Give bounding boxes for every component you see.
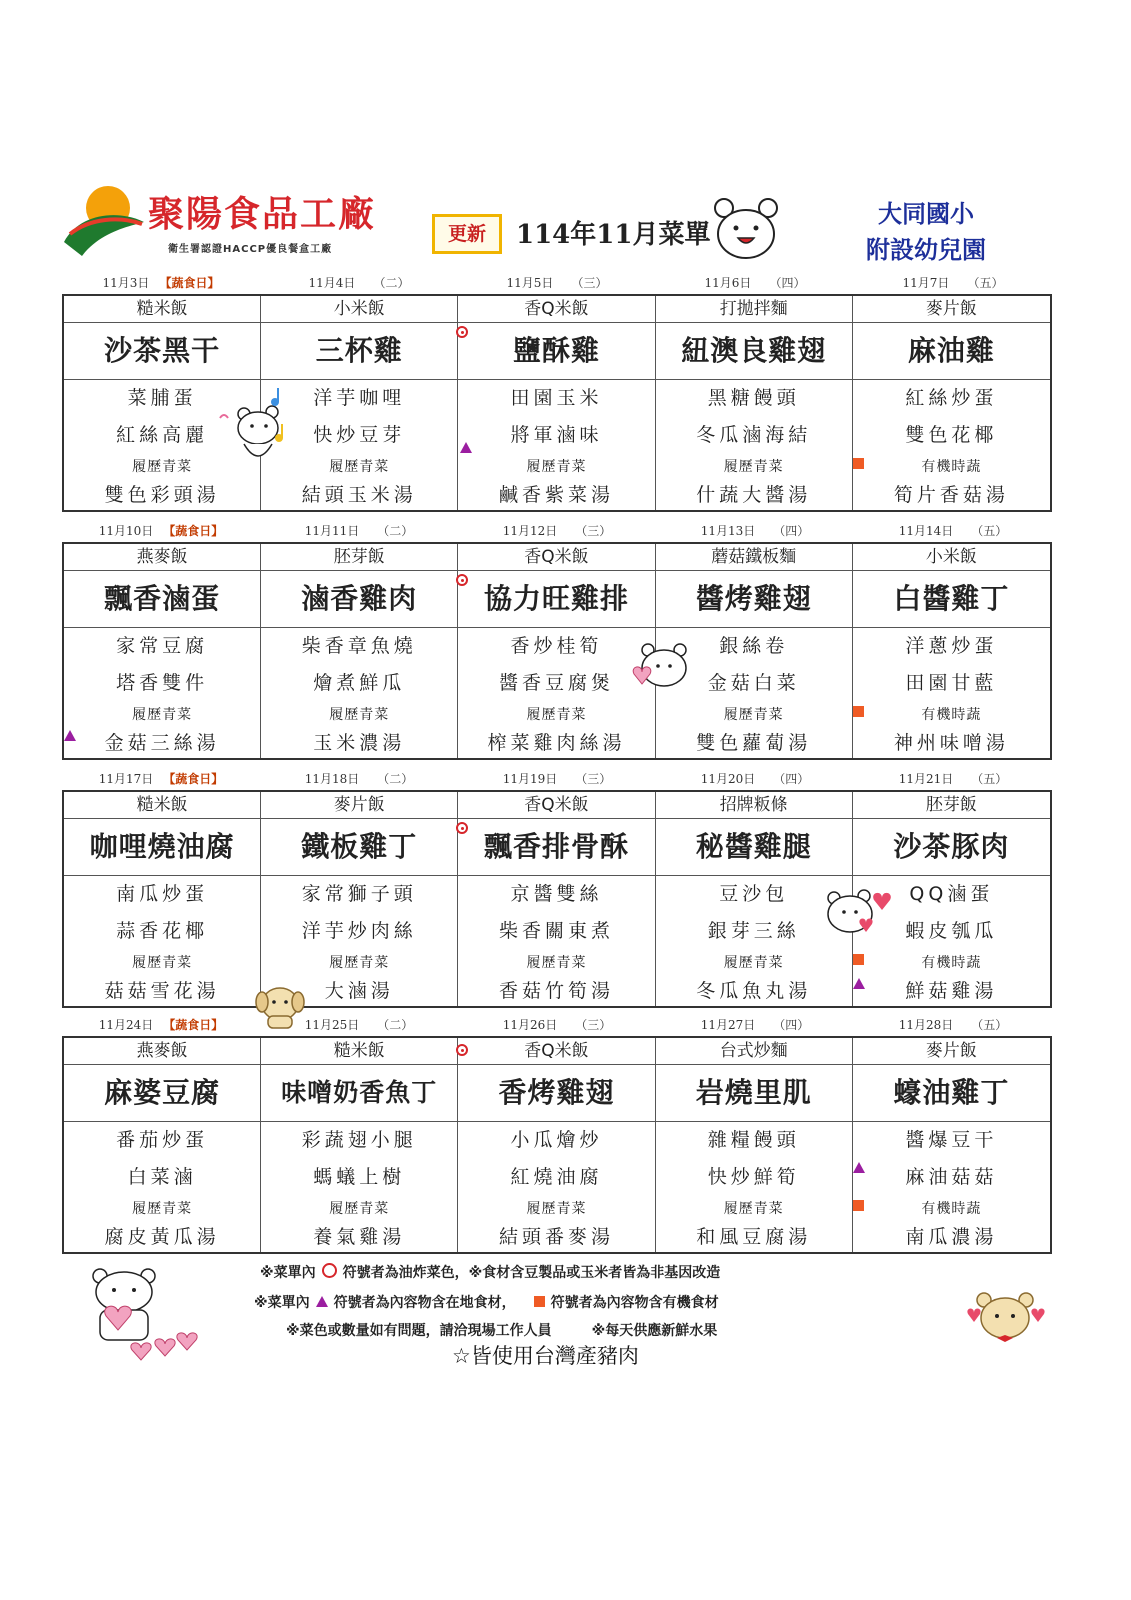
- date-row: [62, 520, 1052, 542]
- organic-marker-icon: [853, 706, 864, 717]
- main-dish: 醬烤雞翅: [656, 571, 852, 628]
- organic-marker-icon: [853, 954, 864, 965]
- week-menu-grid: [62, 294, 1052, 512]
- soup: 筍片香菇湯: [893, 484, 1009, 506]
- soup: 榨菜雞肉絲湯: [487, 732, 626, 754]
- date: 11月3日: [102, 276, 150, 290]
- side-dish: 菜脯蛋: [127, 387, 197, 409]
- staple-food: 小米飯: [853, 544, 1050, 571]
- date-cell: [656, 522, 854, 539]
- main-dish: 紐澳良雞翅: [656, 323, 852, 380]
- date: 11月13日: [700, 524, 756, 538]
- side-dish: 番茄炒蛋: [116, 1129, 209, 1151]
- puppy-icon: [252, 980, 308, 1030]
- date-cell: [458, 1016, 656, 1033]
- side-dish: 柴香關東煮: [498, 920, 614, 942]
- staple-food: 台式炒麵: [656, 1038, 852, 1065]
- main-dish: 沙茶豚肉: [853, 819, 1050, 876]
- school-name: [846, 196, 1006, 268]
- date-cell: [656, 1016, 854, 1033]
- vegetable: 履歷青菜: [723, 459, 784, 475]
- soup: 金菇三絲湯: [104, 732, 220, 754]
- date-cell: [854, 770, 1052, 787]
- vegetable: 有機時蔬: [921, 707, 982, 723]
- date: 11月6日: [704, 276, 752, 290]
- menu-title: 114年11月菜單: [516, 220, 711, 250]
- day-cell: [261, 792, 458, 1006]
- weekday: （四）: [773, 1018, 810, 1032]
- pork-origin-note: ☆皆使用台灣產豬肉: [452, 1344, 639, 1368]
- side-dish: 銀絲卷: [719, 635, 789, 657]
- day-cell: [64, 792, 261, 1006]
- vegetable: 有機時蔬: [921, 1201, 982, 1217]
- soup: 結頭番麥湯: [498, 1226, 614, 1248]
- staple-food: 糙米飯: [261, 1038, 457, 1065]
- note-text: ※菜色或數量如有問題，請洽現場工作人員: [286, 1323, 552, 1339]
- staple-food: 香Q米飯: [458, 296, 654, 323]
- side-dish: 金菇白菜: [707, 672, 800, 694]
- week-3: [62, 768, 1052, 1008]
- main-dish: 白醬雞丁: [853, 571, 1050, 628]
- date-cell: [62, 522, 260, 539]
- day-cell: [458, 792, 655, 1006]
- side-dish: 洋芋炒肉絲: [301, 920, 417, 942]
- soup: 香菇竹筍湯: [498, 980, 614, 1002]
- soup: 大滷湯: [324, 980, 394, 1002]
- vegetable: 履歷青菜: [132, 707, 193, 723]
- side-dish: 田園甘藍: [905, 672, 998, 694]
- date-cell: [260, 770, 458, 787]
- week-menu-grid: [62, 542, 1052, 760]
- note-text: ※每天供應新鮮水果: [591, 1323, 718, 1339]
- date: 11月14日: [898, 524, 954, 538]
- staple-food: 香Q米飯: [458, 1038, 654, 1065]
- side-dish: 白菜滷: [127, 1166, 197, 1188]
- side-dish: 蒜香花椰: [116, 920, 209, 942]
- date-row: [62, 1014, 1052, 1036]
- local-ingredient-marker-icon: [64, 730, 76, 741]
- day-cell: [853, 1038, 1050, 1252]
- soup: 鹹香紫菜湯: [498, 484, 614, 506]
- date-cell: [854, 522, 1052, 539]
- soup: 鮮菇雞湯: [905, 980, 998, 1002]
- main-dish: 鐵板雞丁: [261, 819, 457, 876]
- organic-marker-icon: [853, 1200, 864, 1211]
- date: 11月28日: [898, 1018, 954, 1032]
- company-name: 聚陽食品工廠: [148, 194, 377, 235]
- date: 11月24日: [98, 1018, 154, 1032]
- staple-food: 香Q米飯: [458, 792, 654, 819]
- staple-food: 打拋拌麵: [656, 296, 852, 323]
- vegetable: 履歷青菜: [329, 955, 390, 971]
- vegetable: 履歷青菜: [132, 955, 193, 971]
- staple-food: 燕麥飯: [64, 1038, 260, 1065]
- date: 11月4日: [308, 276, 356, 290]
- soup: 南瓜濃湯: [905, 1226, 998, 1248]
- weekday: （二）: [377, 1018, 414, 1032]
- day-cell: [64, 1038, 261, 1252]
- note-text: 符號者為內容物含有機食材: [550, 1295, 719, 1311]
- vegetable: 有機時蔬: [921, 955, 982, 971]
- date-cell: [458, 274, 656, 291]
- side-dish: 家常豆腐: [116, 635, 209, 657]
- date-cell: [62, 1016, 260, 1033]
- date-cell: [656, 770, 854, 787]
- weekday: （三）: [571, 276, 608, 290]
- date-row: [62, 272, 1052, 294]
- vegetable: 履歷青菜: [329, 707, 390, 723]
- bear-heart-icon: [84, 1266, 202, 1364]
- date: 11月10日: [98, 524, 154, 538]
- side-dish: 雙色花椰: [905, 424, 998, 446]
- staple-food: 麥片飯: [261, 792, 457, 819]
- bear-heart-icon: [820, 886, 896, 946]
- side-dish: 紅絲高麗: [116, 424, 209, 446]
- side-dish: 南瓜炒蛋: [116, 883, 209, 905]
- local-ingredient-marker-icon: [853, 1162, 865, 1173]
- side-dish: 醬爆豆干: [905, 1129, 998, 1151]
- weekday: （四）: [773, 524, 810, 538]
- date: 11月17日: [98, 772, 154, 786]
- staple-food: 胚芽飯: [853, 792, 1050, 819]
- side-dish: 洋芋咖哩: [313, 387, 406, 409]
- soup: 神州味噌湯: [893, 732, 1009, 754]
- organic-marker-icon: [534, 1296, 545, 1307]
- local-ingredient-marker-icon: [460, 442, 472, 453]
- weekday: （三）: [575, 524, 612, 538]
- vegetable: 履歷青菜: [329, 459, 390, 475]
- side-dish: 醬香豆腐煲: [498, 672, 614, 694]
- day-cell: [261, 544, 458, 758]
- main-dish: 咖哩燒油腐: [64, 819, 260, 876]
- main-dish: 飄香滷蛋: [64, 571, 260, 628]
- side-dish: 冬瓜滷海結: [696, 424, 812, 446]
- vegetable: 履歷青菜: [526, 707, 587, 723]
- vegetable: 履歷青菜: [132, 459, 193, 475]
- soup: 玉米濃湯: [313, 732, 406, 754]
- staple-food: 香Q米飯: [458, 544, 654, 571]
- side-dish: 螞蟻上樹: [313, 1166, 406, 1188]
- date-cell: [854, 274, 1052, 291]
- date: 11月11日: [304, 524, 360, 538]
- vegetarian-day-tag: 【蔬食日】: [163, 524, 224, 538]
- date: 11月20日: [700, 772, 756, 786]
- vegetable: 履歷青菜: [526, 1201, 587, 1217]
- vegetable: 履歷青菜: [723, 707, 784, 723]
- date-cell: [260, 274, 458, 291]
- week-4: [62, 1014, 1052, 1254]
- vegetarian-day-tag: 【蔬食日】: [159, 276, 220, 290]
- side-dish: 蝦皮瓠瓜: [905, 920, 998, 942]
- day-cell: [853, 296, 1050, 510]
- weekday: （五）: [967, 276, 1004, 290]
- vegetable: 履歷青菜: [526, 955, 587, 971]
- main-dish: 飄香排骨酥: [458, 819, 654, 876]
- side-dish: 燴煮鮮瓜: [313, 672, 406, 694]
- note-contact: [286, 1320, 717, 1340]
- weekday: （二）: [373, 276, 410, 290]
- day-cell: [458, 296, 655, 510]
- side-dish: 紅絲炒蛋: [905, 387, 998, 409]
- side-dish: 柴香章魚燒: [301, 635, 417, 657]
- note-fried: [260, 1262, 720, 1282]
- organic-marker-icon: [853, 458, 864, 469]
- company-logo: [60, 182, 420, 262]
- soup: 雙色彩頭湯: [104, 484, 220, 506]
- note-local-organic: [254, 1292, 719, 1312]
- date: 11月18日: [304, 772, 360, 786]
- soup: 結頭玉米湯: [301, 484, 417, 506]
- staple-food: 蘑菇鐵板麵: [656, 544, 852, 571]
- vegetarian-day-tag: 【蔬食日】: [163, 1018, 224, 1032]
- date: 11月19日: [502, 772, 558, 786]
- staple-food: 胚芽飯: [261, 544, 457, 571]
- side-dish: 京醬雙絲: [510, 883, 603, 905]
- date-cell: [854, 1016, 1052, 1033]
- date-cell: [260, 522, 458, 539]
- soup: 養氣雞湯: [313, 1226, 406, 1248]
- note-text: 符號者為油炸菜色，※食材含豆製品或玉米者皆為非基因改造: [342, 1265, 721, 1281]
- date-cell: [656, 274, 854, 291]
- bear-heart-icon: [628, 640, 698, 702]
- main-dish: 蠔油雞丁: [853, 1065, 1050, 1122]
- vegetable: 履歷青菜: [132, 1201, 193, 1217]
- main-dish: 沙茶黑干: [64, 323, 260, 380]
- week-menu-grid: [62, 1036, 1052, 1254]
- staple-food: 糙米飯: [64, 792, 260, 819]
- side-dish: 小瓜燴炒: [510, 1129, 603, 1151]
- main-dish: 香烤雞翅: [458, 1065, 654, 1122]
- staple-food: 麥片飯: [853, 1038, 1050, 1065]
- side-dish: 洋蔥炒蛋: [905, 635, 998, 657]
- vegetable: 有機時蔬: [921, 459, 982, 475]
- side-dish: 彩蔬翅小腿: [301, 1129, 417, 1151]
- company-subtitle: 衛生署認證HACCP優良餐盒工廠: [168, 244, 333, 255]
- bear-head-icon: [710, 196, 782, 262]
- weekday: （二）: [377, 524, 414, 538]
- fried-marker-icon: [322, 1263, 337, 1278]
- staple-food: 招牌粄條: [656, 792, 852, 819]
- vegetable: 履歷青菜: [723, 955, 784, 971]
- soup: 菇菇雪花湯: [104, 980, 220, 1002]
- date-cell: [62, 274, 260, 291]
- staple-food: 燕麥飯: [64, 544, 260, 571]
- date: 11月5日: [506, 276, 554, 290]
- school-line-2: 附設幼兒園: [866, 236, 986, 264]
- side-dish: 將軍滷味: [510, 424, 603, 446]
- bear-bow-icon: [964, 1288, 1048, 1354]
- updated-badge: 更新: [432, 214, 502, 254]
- note-text: 符號者為內容物含在地食材，: [333, 1295, 516, 1311]
- main-dish: 味噌奶香魚丁: [261, 1065, 457, 1122]
- side-dish: 家常獅子頭: [301, 883, 417, 905]
- main-dish: 鹽酥雞: [458, 323, 654, 380]
- soup: 腐皮黃瓜湯: [104, 1226, 220, 1248]
- weekday: （二）: [377, 772, 414, 786]
- sun-hill-logo-icon: [60, 182, 146, 260]
- weekday: （三）: [575, 772, 612, 786]
- local-ingredient-marker-icon: [853, 978, 865, 989]
- day-cell: [64, 544, 261, 758]
- side-dish: 黑糖饅頭: [707, 387, 800, 409]
- staple-food: 麥片飯: [853, 296, 1050, 323]
- side-dish: 麻油菇菇: [905, 1166, 998, 1188]
- side-dish: 雜糧饅頭: [707, 1129, 800, 1151]
- vegetable: 履歷青菜: [526, 459, 587, 475]
- side-dish: QQ滷蛋: [909, 883, 994, 905]
- day-cell: [656, 1038, 853, 1252]
- main-dish: 麻油雞: [853, 323, 1050, 380]
- date: 11月7日: [902, 276, 950, 290]
- side-dish: 銀芽三絲: [707, 920, 800, 942]
- side-dish: 紅燒油腐: [510, 1166, 603, 1188]
- date: 11月25日: [304, 1018, 360, 1032]
- soup: 和風豆腐湯: [696, 1226, 812, 1248]
- note-text: ※菜單內: [260, 1265, 316, 1281]
- day-cell: [458, 544, 655, 758]
- vegetable: 履歷青菜: [329, 1201, 390, 1217]
- vegetable: 履歷青菜: [723, 1201, 784, 1217]
- local-ingredient-marker-icon: [316, 1296, 328, 1307]
- side-dish: 香炒桂筍: [510, 635, 603, 657]
- main-dish: 岩燒里肌: [656, 1065, 852, 1122]
- date-cell: [62, 770, 260, 787]
- day-cell: [261, 1038, 458, 1252]
- date-cell: [458, 770, 656, 787]
- main-dish: 滷香雞肉: [261, 571, 457, 628]
- main-dish: 協力旺雞排: [458, 571, 654, 628]
- date: 11月26日: [502, 1018, 558, 1032]
- day-cell: [853, 544, 1050, 758]
- date: 11月27日: [700, 1018, 756, 1032]
- weekday: （四）: [769, 276, 806, 290]
- soup: 什蔬大醬湯: [696, 484, 812, 506]
- note-text: ※菜單內: [254, 1295, 310, 1311]
- day-cell: [458, 1038, 655, 1252]
- date-cell: [458, 522, 656, 539]
- weekday: （五）: [971, 772, 1008, 786]
- vegetarian-day-tag: 【蔬食日】: [163, 772, 224, 786]
- week-menu-grid: [62, 790, 1052, 1008]
- main-dish: 秘醬雞腿: [656, 819, 852, 876]
- weekday: （四）: [773, 772, 810, 786]
- side-dish: 快炒鮮筍: [707, 1166, 800, 1188]
- side-dish: 塔香雙件: [116, 672, 209, 694]
- day-cell: [656, 296, 853, 510]
- date-row: [62, 768, 1052, 790]
- weekday: （五）: [971, 1018, 1008, 1032]
- staple-food: 糙米飯: [64, 296, 260, 323]
- weekday: （三）: [575, 1018, 612, 1032]
- side-dish: 田園玉米: [510, 387, 603, 409]
- week-1: [62, 272, 1052, 512]
- weekday: （五）: [971, 524, 1008, 538]
- week-2: [62, 520, 1052, 760]
- date: 11月12日: [502, 524, 558, 538]
- soup: 冬瓜魚丸湯: [696, 980, 812, 1002]
- main-dish: 麻婆豆腐: [64, 1065, 260, 1122]
- date: 11月21日: [898, 772, 954, 786]
- main-dish: 三杯雞: [261, 323, 457, 380]
- music-note-icon: [268, 384, 290, 444]
- side-dish: 快炒豆芽: [313, 424, 406, 446]
- school-line-1: 大同國小: [878, 200, 974, 228]
- staple-food: 小米飯: [261, 296, 457, 323]
- side-dish: 豆沙包: [719, 883, 789, 905]
- soup: 雙色蘿蔔湯: [696, 732, 812, 754]
